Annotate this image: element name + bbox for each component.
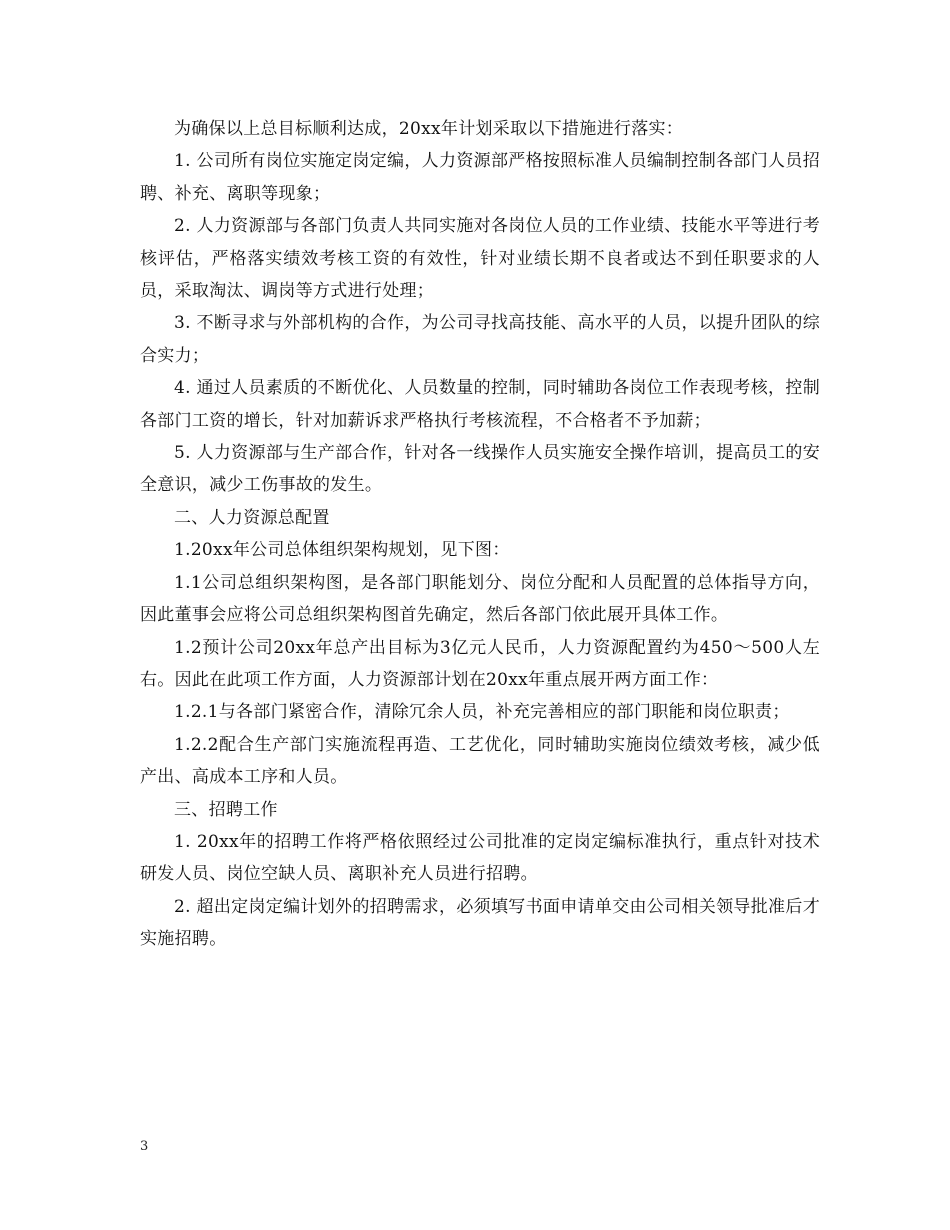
measure-item-4: 4. 通过人员素质的不断优化、人员数量的控制，同时辅助各岗位工作表现考核，控制各部门工资的增长，针对加薪诉求严格执行考核流程，不合格者不予加薪；: [140, 378, 820, 431]
measure-item-5: 5. 人力资源部与生产部合作，针对各一线操作人员实施安全操作培训，提高员工的安全意识，减少工伤事故的发生。: [140, 443, 820, 496]
section-heading-recruitment: 三、招聘工作: [174, 799, 278, 820]
intro-paragraph: 为确保以上总目标顺利达成，20xx年计划采取以下措施进行落实：: [174, 119, 684, 139]
section-heading-hr-allocation: 二、人力资源总配置: [174, 507, 330, 528]
sub-item-1-2-1: 1.2.1与各部门紧密合作，清除冗余人员，补充完善相应的部门职能和岗位职责；: [174, 702, 790, 723]
org-structure-paragraph: 1.20xx年公司总体组织架构规划，见下图：: [174, 540, 510, 561]
measure-item-2: 2. 人力资源部与各部门负责人共同实施对各岗位人员的工作业绩、技能水平等进行考核评估，严格落实绩效考核工资的有效性，针对业绩长期不良者或达不到任职要求的人员，采取淘汰、调岗等方式进行处理；: [140, 216, 820, 302]
page-body: [140, 113, 820, 956]
page-number: 3: [140, 1139, 149, 1154]
measure-item-3: 3. 不断寻求与外部机构的合作，为公司寻找高技能、高水平的人员，以提升团队的综合实力；: [140, 313, 820, 366]
measure-item-1: 1. 公司所有岗位实施定岗定编，人力资源部严格按照标准人员编制控制各部门人员招聘、补充、离职等现象；: [140, 151, 820, 204]
output-target-paragraph: 1.2预计公司20xx年总产出目标为3亿元人民币，人力资源配置约为450～500人左右。因此在此项工作方面，人力资源部计划在20xx年重点展开两方面工作：: [140, 637, 820, 690]
sub-item-1-2-2: 1.2.2配合生产部门实施流程再造、工艺优化，同时辅助实施岗位绩效考核，减少低产出、高成本工序和人员。: [140, 734, 820, 788]
org-chart-paragraph: 1.1公司总组织架构图，是各部门职能划分、岗位分配和人员配置的总体指导方向，因此董事会应将公司总组织架构图首先确定，然后各部门依此展开具体工作。: [140, 572, 820, 626]
recruitment-item-1: 1. 20xx年的招聘工作将严格依照经过公司批准的定岗定编标准执行，重点针对技术研发人员、岗位空缺人员、离职补充人员进行招聘。: [140, 831, 820, 885]
recruitment-item-2: 2. 超出定岗定编计划外的招聘需求，必须填写书面申请单交由公司相关领导批准后才实施招聘。: [140, 896, 820, 950]
